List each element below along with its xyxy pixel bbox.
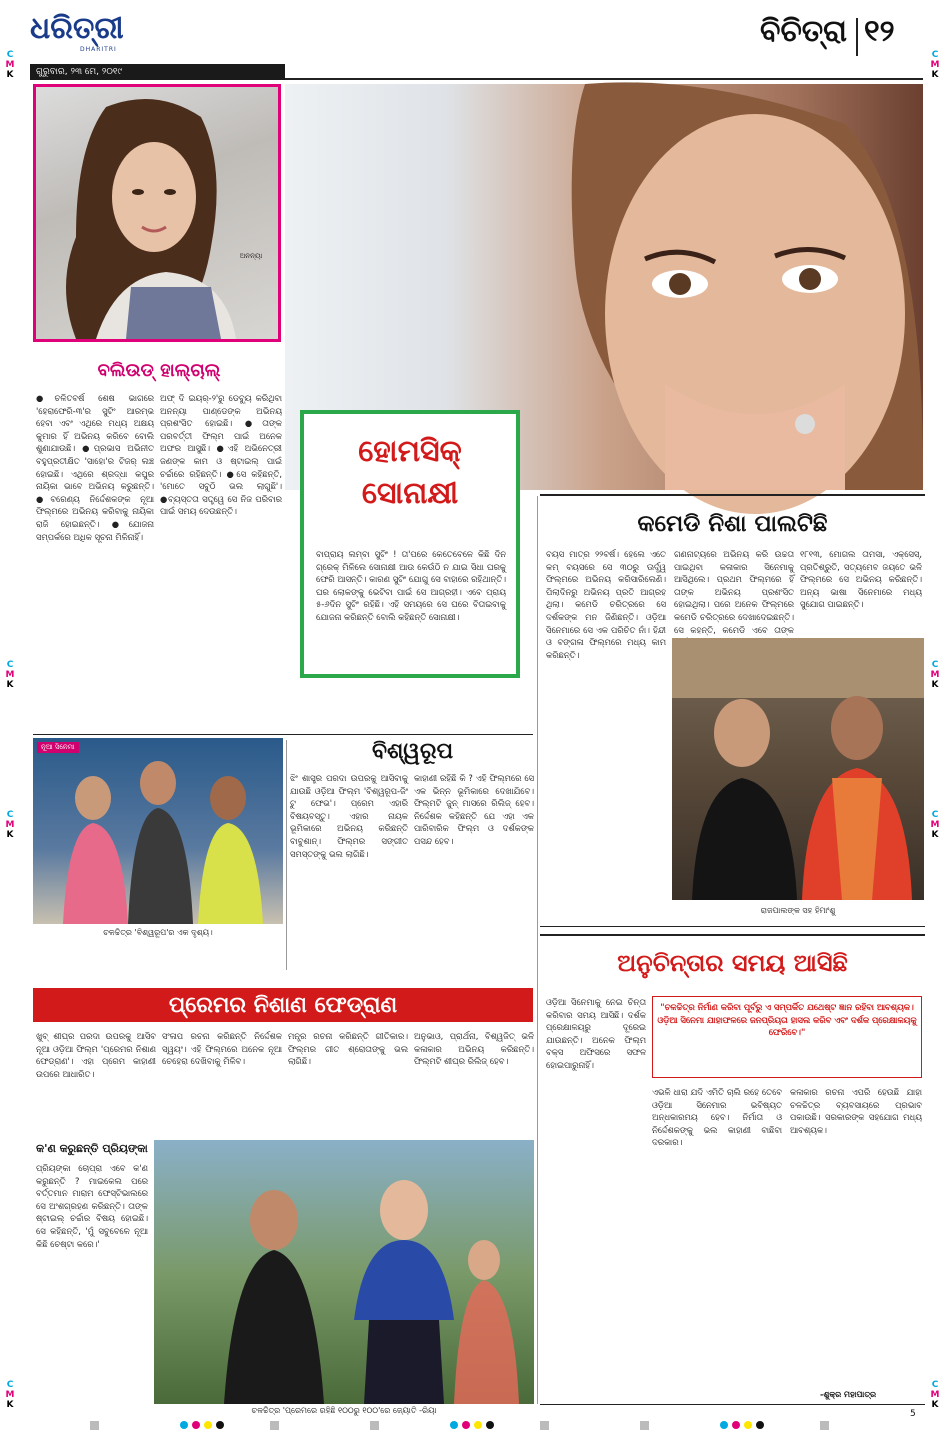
page-number: ୧୨ xyxy=(864,14,895,49)
ananya-photo xyxy=(33,84,281,342)
anuchinta-quote: "ଚଳଚ୍ଚିତ୍ର ନିର୍ମାଣ କରିବା ପୂର୍ବରୁ ଏ ସମ୍ପର୍କିତ ଯଥେଷ୍ଟ ଜ୍ଞାନ ରହିବା ଆବଶ୍ୟକ। ଓଡ଼ିଆ ସିନେମା ଯାହାଫଳରେ ଜନପ୍ରିୟତା ହାସଲ କରିବ ଏବଂ ଦର୍ଶକ ପ୍ରେକ୍ଷାଳୟକୁ ଫେରିବେ।" xyxy=(657,1002,917,1038)
anuchinta-author: -ଶୁକ୍ର ମହାପାତ୍ର xyxy=(820,1390,877,1399)
logo-text: ଧରିତ୍ରୀ xyxy=(30,11,124,46)
new-cinema-tag xyxy=(37,742,79,753)
footer-dot-black-1 xyxy=(216,1421,224,1429)
header-divider xyxy=(856,18,858,56)
logo-subtitle: DHARITRI xyxy=(80,46,117,53)
footer-dot-black-3 xyxy=(756,1421,764,1429)
premar-column-2: ସଂଳାପ ରଚନା କରିଛନ୍ତି ନିର୍ଦ୍ଦେଶକ ସ୍ୱୟଂ। ଏହି ଫିଲ୍ମରେ ଅନେକ ନୂଆ ଚେହେରା ଦେଖିବାକୁ ମିଳିବ। xyxy=(162,1031,282,1067)
anuchinta-heading: ଅନୁଚିନ୍ତାର ସମୟ ଆସିଛି xyxy=(617,948,848,977)
comedy-column-3: ୧୮୧୩, ମୋଗଲ ତାମସା, ଏକ୍ସେସ୍‌, ପ୍ରତିଶ୍ରୁତି, ସତ୍ୟମେବ ଜୟତେ ଭଳି ଫିଲ୍ମରେ ସେ ଅଭିନୟ କରିଛନ୍ତି। ଅନ୍ୟ ଭାଷା ସିନେମାରେ ମଧ୍ୟ ସୁଯୋଗ ପାଇଛନ୍ତି। xyxy=(800,549,922,610)
registration-mark-right-1: C M K xyxy=(930,50,940,80)
footer-dot-magenta-2 xyxy=(462,1421,470,1429)
comedy-column-2: ଗଣନାଟ୍ୟରେ ଅଭିନୟ କରି ଉଚ୍ଚତା ପାଇଥିବା କଳାକାର ସିନେମାକୁ ଆସିଥିଲେ। ପ୍ରଥମ ଫିଲ୍ମରେ ହିଁ ତାଙ୍କ ଅଭିନୟ ପ୍ରଶଂସିତ ହୋଇଥିଲା। ପରେ ଅନେକ ଫିଲ୍ମରେ କମେଡି ଚରିତ୍ରରେ ଦେଖାଦେଇଛନ୍ତି। ସେ କହନ୍ତି, କମେଡି ଏବେ ତାଙ୍କ xyxy=(674,549,794,635)
footer-page-number: 5 xyxy=(910,1409,916,1419)
registration-mark-left-3: C M K xyxy=(5,810,15,840)
anuchinta-column-2: ଏଭଳି ଧାରା ଯଦି ଏମିତି ଚାଲି ରହେ ତେବେ ଓଡ଼ିଆ ସିନେମାର ଭବିଷ୍ୟତ ଅନ୍ଧକାରମୟ ହେବ। ନିର୍ମାତା ଓ ନିର୍ଦ୍ଦେଶକଙ୍କୁ ଭଲ କାହାଣୀ ବାଛିବା ଦରକାର। xyxy=(652,1087,782,1148)
priyanka-body: ପ୍ରିୟଙ୍କା ଚୋପ୍ରା ଏବେ କ'ଣ କରୁଛନ୍ତି ? ମାଇକେଲ ପରେ ବର୍ତ୍ତମାନ ମାରାମ ଫେସ୍ଟିଭାଲରେ ସେ ଅଂଶଗ୍ରହଣ କରିଛନ୍ତି। ତାଙ୍କ ଷ୍ଟାଇଲ୍‌ ଚର୍ଚ୍ଚାର ବିଷୟ ହୋଇଛି। ସେ କହିଛନ୍ତି, 'ମୁଁ ସବୁବେଳେ ନୂଆ କିଛି ଚେଷ୍ଟା କରେ।' xyxy=(36,1163,148,1249)
bollywood-column-2: ଅଫ୍‌ ଦି ଇୟର୍‌-୨'ରୁ ଡେବ୍ୟୁ କରିଥିବା ଅନନ୍ୟା ପାଣ୍ଡେଙ୍କ ଅଭିନୟ ପ୍ରଶଂସିତ ହୋଇଛି। ●ତାଙ୍କ ପରବର୍ତ୍ତୀ ଫିଲ୍ମ ପାଇଁ ଅନେକ ଅଫର ଆସୁଛି। ●ଏହି ଅଭିନେତ୍ରୀ ଜଣଙ୍କ କାମ ଓ ଷ୍ଟାଇଲ୍‌ ପାଇଁ ଚର୍ଚ୍ଚାରେ ରହିଛନ୍ତି। ●ସେ କହିଛନ୍ତି, 'ମୋତେ ସବୁଠି ଭଲ ଲାଗୁଛି'। ●ବ୍ୟସ୍ତତା ସତ୍ତ୍ୱେ ସେ ନିଜ ପରିବାର ପାଇଁ ସମୟ ଦେଉଛନ୍ତି। xyxy=(160,393,282,517)
premar-column-3: ମନ୍ତ୍ର ରଚନା କରିଛନ୍ତି ଗୀତିକାର। ଫିଲ୍ମର ଗୀତ ଶ୍ରୋତାଙ୍କୁ ଭଲ ଲାଗିଛି। xyxy=(288,1031,408,1067)
registration-mark-right-3: C M K xyxy=(930,810,940,840)
section-title: ବିଚିତ୍ରା xyxy=(760,14,848,49)
viswarup-column-2: କାହାଣୀ ରହିଛି କି ? ଏହି ଫିଲ୍ମରେ ସେ ଏକ ଭିନ୍ନ ଭୂମିକାରେ ଦେଖାଯିବେ। ଫିଲ୍ମଟି ଜୁନ୍‌ ମାସରେ ରିଲିଜ୍‌ ହେବ। ନିର୍ଦ୍ଦେଶକ କହିଛନ୍ତି ଯେ ଏହା ଏକ ପାରିବାରିକ ଫିଲ୍ମ ଓ ଦର୍ଶକଙ୍କ ପସନ୍ଦ ହେବ। xyxy=(414,773,534,846)
footer-square-4 xyxy=(540,1421,549,1430)
anuchinta-column-3: କଳାକାର ରଚନା ଏପରି ହେଉଛି ଯାହା ଚଳଚ୍ଚିତ୍ର ବ୍ୟବସାୟରେ ପ୍ରଭାବ ପକାଉଛି। ସରକାରଙ୍କ ସହଯୋଗ ମଧ୍ୟ ଆବଶ୍ୟକ। xyxy=(790,1087,922,1135)
footer-dot-yellow-2 xyxy=(474,1421,482,1429)
footer-dot-magenta-1 xyxy=(192,1421,200,1429)
separator-vertical-right xyxy=(537,496,538,1404)
masthead-logo xyxy=(30,12,180,60)
ananya-illustration xyxy=(36,87,278,339)
footer-dot-yellow-1 xyxy=(204,1421,212,1429)
footer-dot-cyan-3 xyxy=(720,1421,728,1429)
date-strip xyxy=(30,64,285,80)
ananya-caption: ଅନନ୍ୟା xyxy=(239,252,263,260)
viswarup-illustration xyxy=(33,738,283,924)
viswarup-column-1: ଝିଂ ଶାସ୍ତ୍ର ପରଦା ଉପରକୁ ଆସିବାକୁ ଯାଉଛି ଓଡ଼ିଆ ଫିଲ୍ମ 'ବିଶ୍ୱରୂପ-ଜିଂ ଟୁ ଫେଭ'। ପ୍ରେମ ଏହାରି ବିଷୟବସ୍ତୁ। ଏହାର ନାୟକ ଭୂମିକାରେ ଅଭିନୟ କରିଛନ୍ତି ବାବୁଶାନ୍‌। ଫିଲ୍ମର ସଙ୍ଗୀତ ସମସ୍ତଙ୍କୁ ଭଲ ଲାଗିଛି। xyxy=(290,773,408,859)
header-rule xyxy=(285,78,923,80)
bollywood-column-1: ●ଚଳିତବର୍ଷ ଶେଷ ଭାଗରେ 'ହେରାଫେରି-୩'ର ସୁଟିଂ ଆରମ୍ଭ ହେବା ଏବଂ ଏଥିରେ ମଧ୍ୟ ଅକ୍ଷୟ କୁମାର ହିଁ ଅଭିନୟ କରିବେ ବୋଲି ଶୁଣାଯାଉଛି। ●ପ୍ରଭାସ ଅଭିନୀତ ବହୁପ୍ରତୀକ୍ଷିତ 'ସାହୋ'ର ଟିଜର୍‌ ଲଞ୍ଚ ହୋଇଛି। ଏଥିରେ ଶ୍ରଦ୍ଧା କପୁର ନାୟିକା ଭାବେ ଅଭିନୟ କରୁଛନ୍ତି। ●ବରେଣ୍ୟ ନିର୍ଦ୍ଦେଶକଙ୍କ ନୂଆ ଫିଲ୍ମରେ ଅଭିନୟ କରିବାକୁ ନାୟିକା ରାଜି ହୋଇଛନ୍ତି। ●ଯୋଜନା ସମ୍ପର୍କରେ ଅଧିକ ସୂଚନା ମିଳିନାହିଁ। xyxy=(36,393,154,542)
premar-photo xyxy=(154,1140,534,1404)
footer-dot-yellow-3 xyxy=(744,1421,752,1429)
footer-dot-cyan-2 xyxy=(450,1421,458,1429)
viswarup-top-rule xyxy=(33,734,533,735)
anuchinta-top-rule xyxy=(540,934,925,936)
footer-square-5 xyxy=(640,1421,649,1430)
premar-column-4: ଅନୁଭାଓ, ପ୍ରାର୍ଥନା, ବିଶ୍ୱଜିତ୍‌ ଭଳି କଳାକାର ଅଭିନୟ କରିଛନ୍ତି। ଫିଲ୍ମଟି ଶୀଘ୍ର ରିଲିଜ୍‌ ହେବ। xyxy=(414,1031,534,1067)
anuchinta-bottom-rule xyxy=(540,1404,925,1405)
anuchinta-quote-box xyxy=(652,996,922,1078)
registration-mark-right-2: C M K xyxy=(930,660,940,690)
comedy-heading: କମେଡି ନିଶା ପାଲଟିଛି xyxy=(637,510,828,537)
premar-illustration xyxy=(154,1140,534,1404)
viswarup-photo xyxy=(33,738,283,924)
registration-mark-left-2: C M K xyxy=(5,660,15,690)
priyanka-heading: କ'ଣ କରୁଛନ୍ତି ପ୍ରିୟଙ୍କା xyxy=(36,1142,148,1155)
footer-square-1 xyxy=(90,1421,99,1430)
premar-photo-caption: ଚଳଚ୍ଚିତ୍ର 'ପ୍ରେମରେ ରହିଛି ୧୦୦ରୁ ୧୦୦'ରେ ଜ୍ୟୋତି -ରିୟା xyxy=(251,1406,437,1415)
comedy-bottom-rule xyxy=(540,926,925,927)
footer-dot-magenta-3 xyxy=(732,1421,740,1429)
registration-mark-left-1: C M K xyxy=(5,50,15,80)
comedy-top-rule xyxy=(540,494,925,496)
footer-square-3 xyxy=(370,1421,379,1430)
homesick-title-2: ସୋନାକ୍ଷୀ xyxy=(361,476,459,511)
homesick-box xyxy=(300,410,520,678)
comedy-column-1: ବୟସ ମାତ୍ର ୨୨ବର୍ଷ। ହେଲେ ଏତେ କମ୍‌ ବୟସରେ ସେ ୩୦ରୁ ଊର୍ଦ୍ଧ୍ୱ ଫିଲ୍ମରେ ଅଭିନୟ କରିସାରିଲେଣି। ପିଲାଦିନରୁ ଅଭିନୟ ପ୍ରତି ଆଗ୍ରହ ଥିଲା। କମେଡି ଚରିତ୍ରରେ ସେ ଦର୍ଶକଙ୍କ ମନ ଜିଣିଛନ୍ତି। ଓଡ଼ିଆ ସିନେମାରେ ସେ ଏକ ପରିଚିତ ନାଁ। ହିନ୍ଦୀ ଓ ବଙ୍ଗଳା ଫିଲ୍ମରେ ମଧ୍ୟ କାମ କରିଛନ୍ତି। xyxy=(546,549,666,660)
footer-square-6 xyxy=(820,1421,829,1430)
new-cinema-tag-text: ନୂଆ ସିନେମା xyxy=(41,743,75,751)
homesick-title-1: ହୋମସିକ୍‌ xyxy=(358,434,462,469)
comedy-photo xyxy=(672,638,924,900)
comedy-photo-illustration xyxy=(672,638,924,900)
footer-square-2 xyxy=(270,1421,279,1430)
footer-dot-cyan-1 xyxy=(180,1421,188,1429)
issue-date: ଗୁରୁବାର, ୨୩ ମେ, ୨୦୧୯ xyxy=(36,67,123,77)
premar-column-1: ଖୁବ୍‌ ଶୀଘ୍ର ପରଦା ଉପରକୁ ଆସିବ ନୂଆ ଓଡ଼ିଆ ଫିଲ୍ମ 'ପ୍ରେମର ନିଶାଣ ଫେଡ୍ରାଣ'। ଏହା ପ୍ରେମ କାହାଣୀ ଉପରେ ଆଧାରିତ। xyxy=(36,1031,156,1079)
bollywood-heading: ବଲିଉଡ୍‌ ହାଲ୍‌ଚାଲ୍‌ xyxy=(97,360,221,381)
footer-dot-black-2 xyxy=(486,1421,494,1429)
homesick-body: ବାପ୍ରାୟ ଲମ୍ବା ସୁଟିଂ ! ତା'ପରେ କେତେବେଳେ କିଛି ଦିନ ଗ୍ରେକ୍‌ ମିଳିଲେ ସୋନାକ୍ଷୀ ଆଉ କେଉଁଠି ନ ଯାଇ ସିଧା ଘରକୁ ଫେରି ଆସନ୍ତି। କାରଣ ସୁଟିଂ ଯୋଗୁ ସେ ବାହାରେ ରହିଥାନ୍ତି। ଘର ଲୋକଙ୍କୁ ଭେଟିବା ପାଇଁ ସେ ଆଗ୍ରହୀ। ଏବେ ପ୍ରାୟ ୫-୬ଦିନ ସୁଟିଂ ରହିଛି। ଏହି ସମୟରେ ସେ ଘରେ ବିତାଇବାକୁ ଯୋଜନା କରିଛନ୍ତି ବୋଲି କହିଛନ୍ତି ସୋନାକ୍ଷୀ। xyxy=(316,549,506,622)
viswarup-caption: ଚଳଚ୍ଚିତ୍ର 'ବିଶ୍ୱରୂପ'ର ଏକ ଦୃଶ୍ୟ। xyxy=(103,928,213,937)
premar-heading: ପ୍ରେମର ନିଶାଣ ଫେଡ୍ରାଣ xyxy=(168,992,398,1018)
viswarup-heading: ବିଶ୍ୱରୂପ xyxy=(371,738,454,764)
registration-mark-right-4: C M K xyxy=(930,1380,940,1410)
registration-mark-left-4: C M K xyxy=(5,1380,15,1410)
separator-vertical-left xyxy=(286,740,287,970)
premar-heading-box xyxy=(33,988,533,1022)
anuchinta-column-1: ଓଡ଼ିଆ ସିନେମାକୁ ନେଇ ଚିନ୍ତା କରିବାର ସମୟ ଆସିଛି। ଦର୍ଶକ ପ୍ରେକ୍ଷାଳୟରୁ ଦୂରେଇ ଯାଉଛନ୍ତି। ଅନେକ ଫିଲ୍ମ ବକ୍ସ ଅଫିସରେ ସଫଳ ହୋଇପାରୁନାହିଁ। xyxy=(546,997,646,1070)
comedy-photo-caption: ରାଜପାଲଙ୍କ ସହ ହିମାଂଶୁ xyxy=(760,906,836,915)
